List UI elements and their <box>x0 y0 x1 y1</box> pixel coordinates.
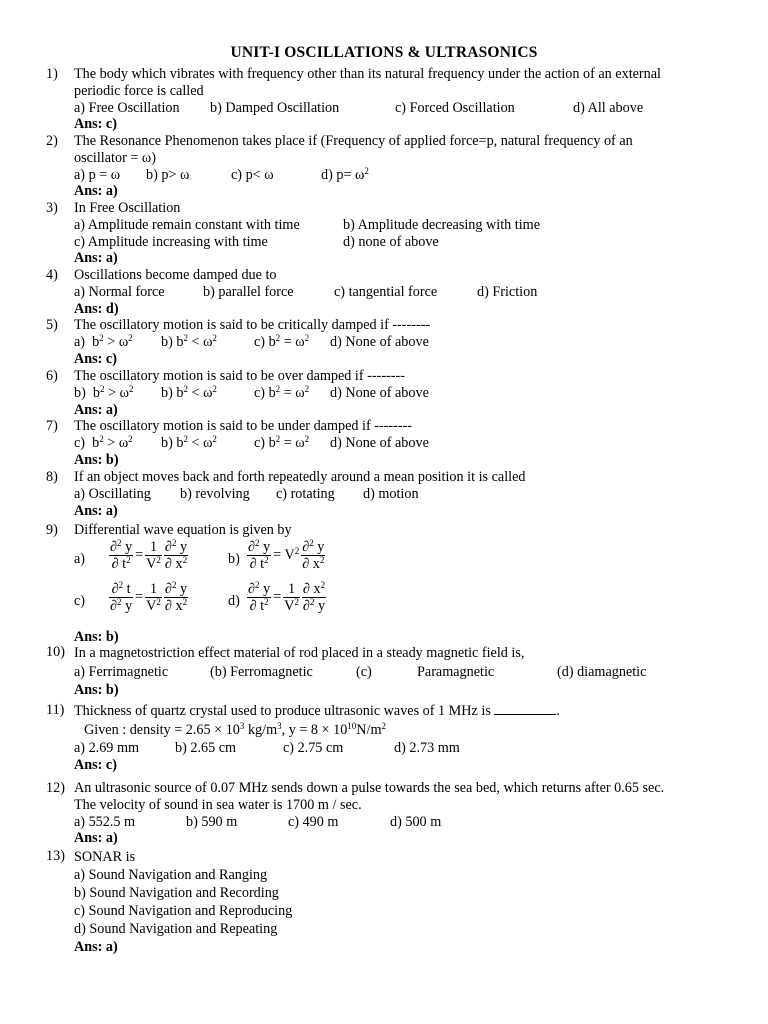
answer: Ans: a) <box>74 401 118 418</box>
answer: Ans: a) <box>74 250 118 267</box>
options-row <box>74 663 736 682</box>
options-row <box>74 435 736 452</box>
equation-row-1 <box>74 539 736 581</box>
question-text-cont: oscillator = ω) <box>74 149 156 166</box>
option-b: (b) Ferromagnetic <box>210 664 313 680</box>
answer: Ans: c) <box>74 756 117 773</box>
question-7 <box>46 418 736 468</box>
option-a: b) $b^2 > \omega^2$ <box>74 383 134 401</box>
option-c: c) $b^2 = \omega^2$ <box>254 383 310 401</box>
question-text: Differential wave equation is given by <box>74 522 292 538</box>
options-row <box>74 814 736 831</box>
question-number: 3) <box>46 200 58 216</box>
answer: Ans: a) <box>74 183 118 200</box>
option-a: a) Sound Navigation and Ranging <box>74 867 268 883</box>
question-text: An ultrasonic source of 0.07 MHz sends down a pulse towards the sea bed, which returns after 0.65 sec. <box>74 780 665 796</box>
option-b: b) parallel force <box>203 283 294 300</box>
equation-d: $\frac{\partial^2 y}{\partial t^2}$ = $\frac{1}{V^2}$ $\frac{\partial x^2}{\partial^2 y}$ <box>248 579 326 614</box>
option-b: b) p> ω <box>146 166 190 183</box>
question-9 <box>46 522 736 646</box>
option-b: b) 2.65 cm <box>175 739 237 756</box>
option-d: d) None of above <box>330 333 429 350</box>
question-number: 7) <box>46 418 58 434</box>
answer: Ans: a) <box>74 502 118 519</box>
question-text: The oscillatory motion is said to be under damped if -------- <box>74 418 413 434</box>
option-b: b) revolving <box>180 485 250 502</box>
question-text: The oscillatory motion is said to be critically damped if -------- <box>74 317 431 333</box>
option-a: c) $b^2 > \omega^2$ <box>74 433 133 451</box>
answer: Ans: c) <box>74 350 117 367</box>
question-3 <box>46 200 736 267</box>
question-text: The body which vibrates with frequency other than its natural frequency under the action of an external <box>74 66 661 82</box>
option-d: d) All above <box>573 99 644 116</box>
question-5 <box>46 317 736 367</box>
question-2 <box>46 133 736 200</box>
answer: Ans: b) <box>74 628 119 645</box>
option-c: c) p< ω <box>231 166 274 183</box>
option-c: c) Amplitude increasing with time <box>74 233 268 250</box>
option-d: d) Friction <box>477 283 538 300</box>
option-d: d) motion <box>363 485 419 502</box>
option-a: a) Ferrimagnetic <box>74 664 169 680</box>
option-d: d) $p= \omega^2$ <box>321 165 369 183</box>
option-c: c) $b^2 = \omega^2$ <box>254 433 310 451</box>
question-number: 4) <box>46 267 58 283</box>
options-row <box>74 167 736 184</box>
question-number: 10) <box>46 644 65 660</box>
option-d: d) 2.73 mm <box>394 739 460 756</box>
option-a: a) Amplitude remain constant with time <box>74 216 300 233</box>
options-row <box>74 334 736 351</box>
option-c: c) 2.75 cm <box>283 739 344 756</box>
option-c-label: c) <box>74 592 86 609</box>
option-b: b) $b^2 < \omega^2$ <box>161 383 217 401</box>
question-10 <box>46 644 736 699</box>
option-a: a) p = ω <box>74 166 121 183</box>
question-text: Thickness of quartz crystal used to produce ultrasonic waves of 1 MHz is . <box>74 703 560 719</box>
answer: Ans: c) <box>74 116 117 133</box>
option-c: c) 490 m <box>288 813 339 830</box>
question-number: 8) <box>46 469 58 485</box>
option-b: b) Amplitude decreasing with time <box>343 216 541 233</box>
page-title: UNIT-I OSCILLATIONS & ULTRASONICS <box>230 44 538 61</box>
question-text: If an object moves back and forth repeatedly around a mean position it is called <box>74 469 526 485</box>
options-row <box>74 217 736 234</box>
question-number: 12) <box>46 780 65 796</box>
option-c: c) rotating <box>276 485 335 502</box>
answer: Ans: a) <box>74 830 118 847</box>
option-d: d) Sound Navigation and Repeating <box>74 921 278 937</box>
question-text: The oscillatory motion is said to be over damped if -------- <box>74 368 405 384</box>
option-d-label: d) <box>228 592 240 609</box>
question-text: The Resonance Phenomenon takes place if (Frequency of applied force=p, natural frequency of an <box>74 133 633 149</box>
options-row <box>74 100 736 117</box>
option-d: d) 500 m <box>390 813 442 830</box>
option-b-label: b) <box>228 550 240 567</box>
question-text-cont: periodic force is called <box>74 82 204 99</box>
option-a: a) Normal force <box>74 283 165 300</box>
question-4 <box>46 267 736 317</box>
option-d: (d) diamagnetic <box>557 664 647 680</box>
answer: Ans: b) <box>74 451 119 468</box>
option-c: (c) <box>356 664 372 680</box>
option-c: c) Forced Oscillation <box>395 99 515 116</box>
answer-blank <box>494 702 556 715</box>
answer: Ans: d) <box>74 300 119 317</box>
question-text: In a magnetostriction effect material of rod placed in a steady magnetic field is, <box>74 645 525 661</box>
question-number: 5) <box>46 317 58 333</box>
option-c: c) tangential force <box>334 283 438 300</box>
option-b: b) Sound Navigation and Recording <box>74 885 279 901</box>
question-text-cont: The velocity of sound in sea water is 1700 m / sec. <box>74 796 362 813</box>
option-b: b) $b^2 < \omega^2$ <box>161 332 217 350</box>
option-d: d) None of above <box>330 434 429 451</box>
equation-row-2 <box>74 581 736 623</box>
option-b: b) Damped Oscillation <box>210 99 340 116</box>
question-8 <box>46 469 736 519</box>
question-11 <box>46 702 736 773</box>
question-1 <box>46 66 736 133</box>
options-row <box>74 385 736 402</box>
question-text: SONAR is <box>74 849 136 865</box>
question-12 <box>46 780 736 847</box>
option-a-label: a) <box>74 550 86 567</box>
option-a: a) $b^2 > \omega^2$ <box>74 332 133 350</box>
answer: Ans: a) <box>74 939 118 955</box>
option-a: a) 2.69 mm <box>74 739 140 756</box>
equation-b: $\frac{\partial^2 y}{\partial t^2}$ = $V^2$ $\frac{\partial^2 y}{\partial x^2}$ <box>248 537 325 572</box>
option-b: b) 590 m <box>186 813 238 830</box>
option-a: a) 552.5 m <box>74 813 136 830</box>
question-text: Oscillations become damped due to <box>74 267 277 283</box>
question-number: 11) <box>46 702 65 718</box>
question-number: 1) <box>46 66 58 82</box>
options-row <box>74 234 736 251</box>
answer: Ans: b) <box>74 682 119 698</box>
question-number: 9) <box>46 522 58 538</box>
option-c: c) $b^2 = \omega^2$ <box>254 332 310 350</box>
question-13 <box>46 848 736 956</box>
option-d: d) none of above <box>343 233 439 250</box>
option-b: b) $b^2 < \omega^2$ <box>161 433 217 451</box>
options-row <box>74 284 736 301</box>
option-a: a) Free Oscillation <box>74 99 180 116</box>
question-number: 13) <box>46 848 65 864</box>
option-d: d) None of above <box>330 384 429 401</box>
given-data: Given : density = $2.65 \times 10^3$ $kg/m^3$, $y = 8 \times 10^{10}N/m^2$ <box>84 720 387 738</box>
option-a: a) Oscillating <box>74 485 151 502</box>
option-c-text: Paramagnetic <box>417 664 495 680</box>
equation-a: $\frac{\partial^2 y}{\partial t^2}$ = $\frac{1}{V^2}$ $\frac{\partial^2 y}{\partial x^2}$ <box>110 537 188 572</box>
option-c: c) Sound Navigation and Reproducing <box>74 903 293 919</box>
question-text: In Free Oscillation <box>74 200 181 216</box>
question-6 <box>46 368 736 418</box>
equation-c: $\frac{\partial^2 t}{\partial^2 y}$ = $\frac{1}{V^2}$ $\frac{\partial^2 y}{\partial x^2}$ <box>110 579 188 614</box>
question-number: 6) <box>46 368 58 384</box>
options-row <box>74 740 736 757</box>
question-number: 2) <box>46 133 58 149</box>
options-row <box>74 486 736 503</box>
